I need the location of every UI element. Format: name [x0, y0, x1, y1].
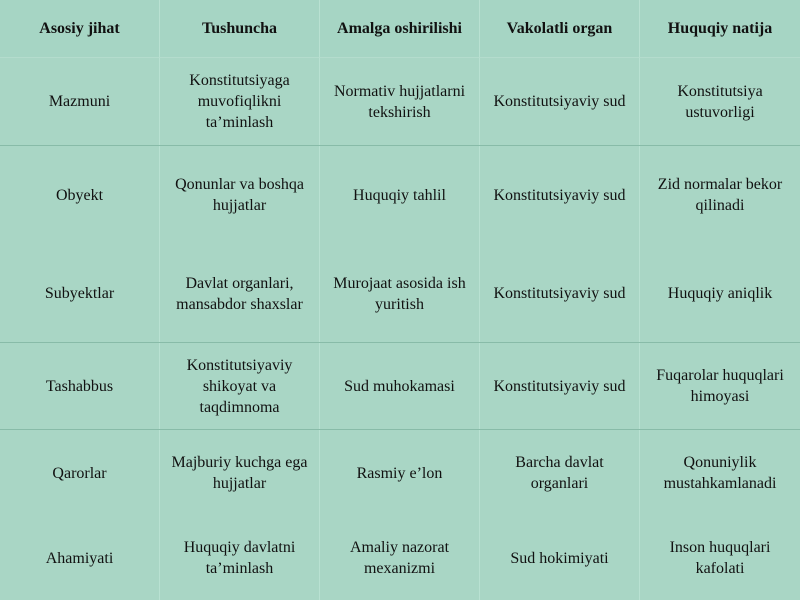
table-header-cell: Amalga oshirilishi: [320, 0, 480, 58]
table-cell: Amaliy nazorat mexanizmi: [320, 516, 480, 600]
table-cell: Davlat organlari, mansabdor shaxslar: [160, 245, 320, 342]
table-cell-row-label: Tashabbus: [0, 342, 160, 430]
table-cell: Murojaat asosida ish yuritish: [320, 245, 480, 342]
table-cell: Konstitutsiyaviy shikoyat va taqdimnoma: [160, 342, 320, 430]
row-divider: [0, 342, 800, 343]
table-cell: Inson huquqlari kafolati: [669, 539, 771, 577]
table-cell: Zid normalar bekor qilinadi: [657, 176, 783, 214]
table-cell: Huquqiy davlatni ta’minlash: [160, 516, 320, 600]
table-header-cell: Huquqiy natija: [640, 0, 800, 58]
table-cell-row-label: Mazmuni: [0, 58, 160, 145]
table-cell: Huquqiy tahlil: [320, 145, 480, 245]
table-cell: Majburiy kuchga ega hujjatlar: [160, 430, 320, 516]
table-cell: Konstitutsiyaviy sud: [480, 245, 640, 342]
table-cell-row-label: Obyekt: [0, 145, 160, 245]
table-cell-row-label: Qarorlar: [0, 430, 160, 516]
table-cell: Sud hokimiyati: [480, 516, 640, 600]
table-header-cell: Tushuncha: [160, 0, 320, 58]
row-divider: [0, 429, 800, 430]
table-cell: Normativ hujjatlarni tekshirish: [320, 58, 480, 145]
table-cell-row-label: Ahamiyati: [0, 516, 160, 600]
table-cell: Konstitutsiyaviy sud: [480, 342, 640, 430]
table-cell: Qonunlar va boshqa hujjatlar: [160, 145, 320, 245]
table-cell: Sud muhokamasi: [320, 342, 480, 430]
table-cell: Rasmiy e’lon: [320, 430, 480, 516]
table-cell: Konstitutsiya ustuvorligi: [677, 82, 763, 121]
table-cell: Konstitutsiyaviy sud: [480, 58, 640, 145]
table-cell: Qonuniylik mustahkamlanadi: [663, 454, 777, 492]
table-cell-row-label: Subyektlar: [0, 245, 160, 342]
row-divider: [0, 145, 800, 146]
table-header-cell: Asosiy jihat: [0, 0, 160, 58]
table-cell: Konstitutsiyaviy sud: [480, 145, 640, 245]
table-cell: Fuqarolar huquqlari himoyasi: [656, 367, 784, 405]
table-cell: Konstitutsiyaga muvofiqlikni ta’minlash: [160, 58, 320, 145]
table-cell: Huquqiy aniqlik: [667, 285, 773, 302]
table-header-cell: Vakolatli organ: [480, 0, 640, 58]
table-cell: Barcha davlat organlari: [480, 430, 640, 516]
